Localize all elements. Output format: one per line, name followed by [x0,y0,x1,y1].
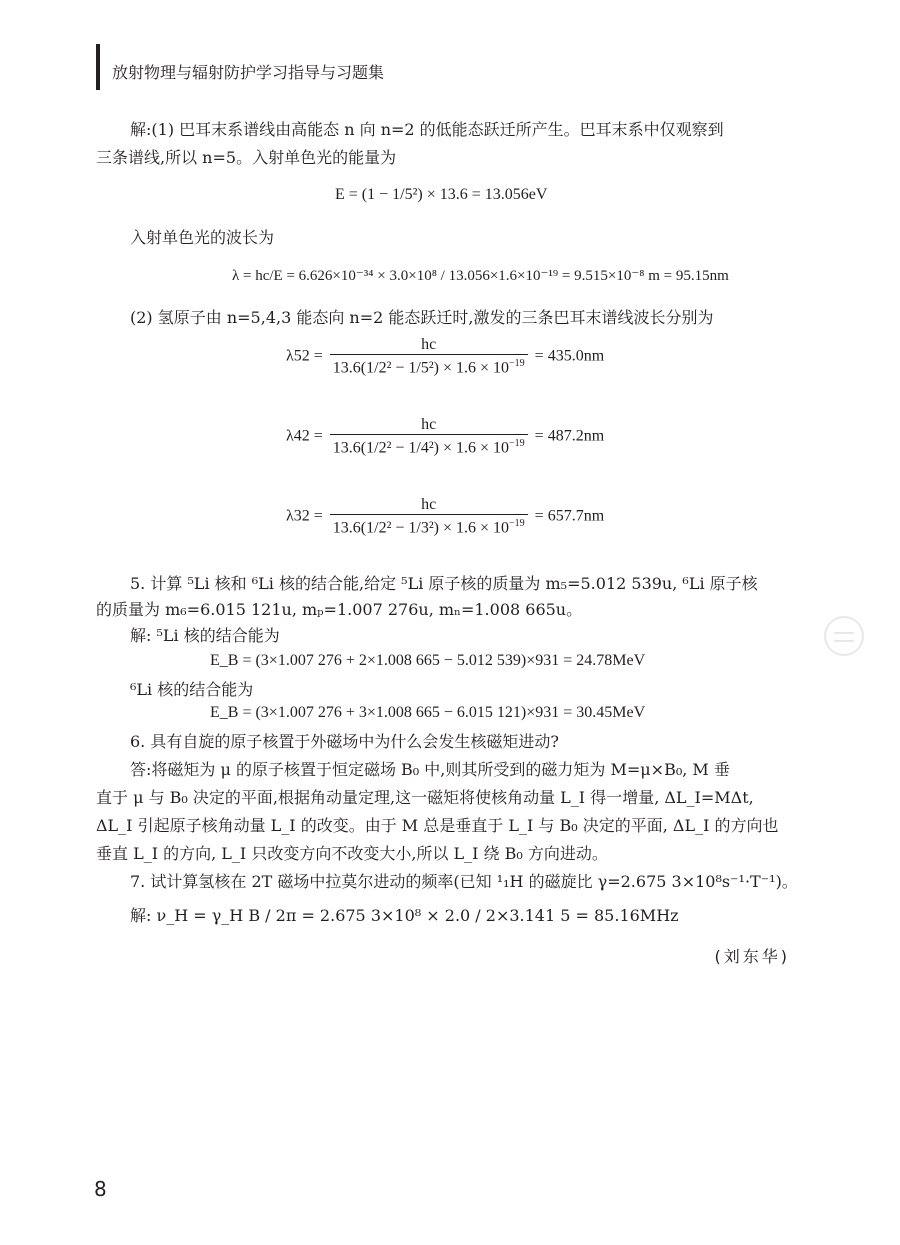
eq32-fraction [330,496,528,537]
q6-answer-line-3: ΔL_I 引起原子核角动量 L_I 的改变。由于 M 总是垂直于 L_I 与 B₀ 决定的平面, ΔL_I 的方向也 [96,816,779,835]
q5-answer-1: 解: ⁵Li 核的结合能为 [130,626,280,645]
eq32-result: 657.7nm [547,507,605,525]
q5-line-2: 的质量为 m₆=6.015 121u, mₚ=1.007 276u, mₙ=1.008 665u。 [96,600,583,619]
q6-answer-line-4: 垂直 L_I 的方向, L_I 只改变方向不改变大小,所以 L_I 绕 B₀ 方向进动。 [96,844,608,863]
q6-question: 6. 具有自旋的原子核置于外磁场中为什么会发生核磁矩进动? [130,732,559,751]
s1-line-1: 解:(1) 巴耳末系谱线由高能态 n 向 n=2 的低能态跃迁所产生。巴耳末系中仅观察到 [130,120,724,139]
eq-lambda-42: λ42 = $\frac{hc}{13.6(1/2^2 - 1/4^2) \times 1.6 \times 10^{-19}}$ = 487.2nm [286,416,605,457]
eq-lambda-32: λ32 = $\frac{hc}{13.6(1/2^2 - 1/3^2) \times 1.6 \times 10^{-19}}$ = 657.7nm [286,496,605,537]
eq52-fraction [330,336,528,377]
q5-binding-energy-li6: E_B = (3×1.007 276 + 3×1.008 665 − 6.015 121)×931 = 30.45MeV [210,704,646,721]
eq42-fraction [330,416,528,457]
eq42-denominator: $13.6(1/2^2 - 1/4^2) \times 1.6 \times 10^{-19}$ [332,438,525,457]
watermark-logo-icon [824,616,864,656]
s1-line-2: 三条谱线,所以 n=5。入射单色光的能量为 [96,148,397,167]
q7-answer: 解: ν_H = γ_H B / 2π = 2.675 3×10⁸ × 2.0 / 2×3.141 5 = 85.16MHz [130,906,679,925]
eq52-numerator: hc [330,336,528,355]
eq52-result: 435.0nm [547,347,605,365]
eq52-denominator: $13.6(1/2^2 - 1/5^2) \times 1.6 \times 10^{-19}$ [332,358,525,377]
author-attribution: (刘东华) [714,947,790,966]
running-header-title: 放射物理与辐射防护学习指导与习题集 [112,63,385,82]
eq42-numerator: hc [330,416,528,435]
q7-question: 7. 试计算氢核在 2T 磁场中拉莫尔进动的频率(已知 ¹₁H 的磁旋比 γ=2.675 3×10⁸s⁻¹·T⁻¹)。 [130,872,798,891]
page-number: 8 [94,1177,107,1201]
eq32-numerator: hc [330,496,528,515]
eq32-denominator: $13.6(1/2^2 - 1/3^2) \times 1.6 \times 10^{-19}$ [332,518,525,537]
s1-line-4: (2) 氢原子由 n=5,4,3 能态向 n=2 能态跃迁时,激发的三条巴耳末谱线波长分别为 [130,308,714,327]
eq32-lhs: λ32 [286,507,310,525]
eq42-result: 487.2nm [547,427,605,445]
q6-answer-line-1: 答:将磁矩为 μ 的原子核置于恒定磁场 B₀ 中,则其所受到的磁力矩为 M=μ×B₀, M 垂 [130,760,730,779]
s1-line-3: 入射单色光的波长为 [130,228,275,247]
wavelength-equation: λ = hc/E = 6.626×10⁻³⁴ × 3.0×10⁸ / 13.056×1.6×10⁻¹⁹ = 9.515×10⁻⁸ m = 95.15nm [232,268,729,284]
energy-equation: E = (1 − 1/5²) × 13.6 = 13.056eV [335,186,548,203]
q6-answer-line-2: 直于 μ 与 B₀ 决定的平面,根据角动量定理,这一磁矩将使核角动量 L_I 得一增量, ΔL_I=MΔt, [96,788,754,807]
eq-lambda-52: λ52 = $\frac{hc}{13.6(1/2^2 - 1/5^2) \times 1.6 \times 10^{-19}}$ = 435.0nm [286,336,605,377]
q5-line-1: 5. 计算 ⁵Li 核和 ⁶Li 核的结合能,给定 ⁵Li 原子核的质量为 m₅=5.012 539u, ⁶Li 原子核 [130,574,758,593]
q5-answer-2: ⁶Li 核的结合能为 [130,680,254,699]
header-rule [96,44,100,90]
eq52-lhs: λ52 [286,347,310,365]
eq42-lhs: λ42 [286,427,310,445]
q5-binding-energy-li5: E_B = (3×1.007 276 + 2×1.008 665 − 5.012 539)×931 = 24.78MeV [210,652,646,669]
